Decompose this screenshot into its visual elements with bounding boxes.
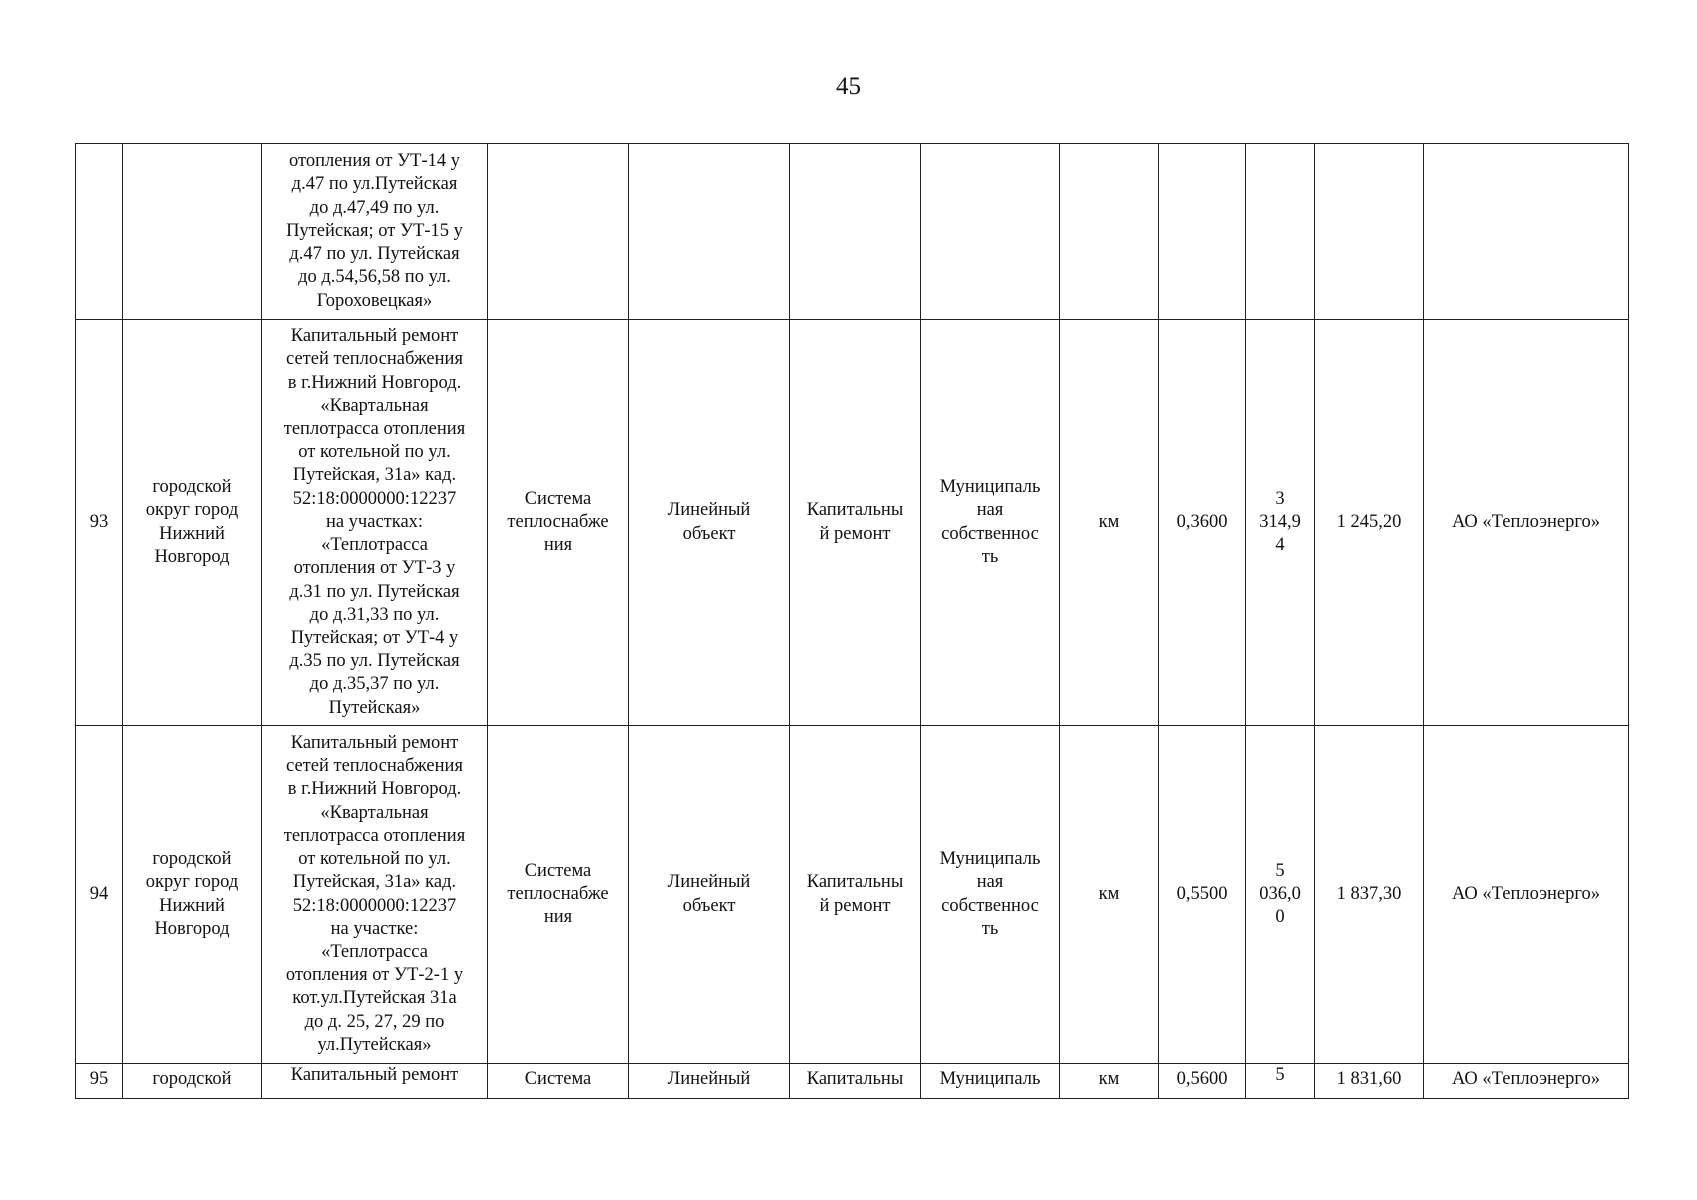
cell-line: Муниципаль <box>939 477 1041 498</box>
cell-object-type <box>629 144 790 320</box>
cell-line: ть <box>981 918 999 939</box>
cell-cost-1 <box>1246 320 1315 726</box>
cell-line: «Квартальная <box>320 802 429 823</box>
cell-text: АО «Теплоэнерго» <box>1451 511 1601 532</box>
cell-line: д.47 по ул. Путейская <box>289 244 460 265</box>
cell-cost-2 <box>1315 320 1424 726</box>
cell-line: сетей теплоснабжения <box>286 349 463 370</box>
cell-ownership <box>921 144 1060 320</box>
cell-line: 4 <box>1275 535 1285 556</box>
cell-organization <box>1424 1064 1629 1099</box>
cell-text: АО «Теплоэнерго» <box>1451 1069 1601 1089</box>
cell-line: 5 <box>1275 860 1285 881</box>
cell-line: Капитальный ремонт <box>290 733 459 754</box>
cell-object-type <box>629 1064 790 1099</box>
cell-system <box>488 320 629 726</box>
cell-line: в г.Нижний Новгород. <box>287 779 462 800</box>
cell-line: й ремонт <box>819 523 891 544</box>
cell-line: теплотрасса отопления <box>283 825 466 846</box>
cell-municipality <box>123 144 262 320</box>
cell-cost-1 <box>1246 144 1315 320</box>
cell-object-type <box>629 320 790 726</box>
cell-line: 036,0 <box>1259 883 1301 904</box>
cell-system <box>488 726 629 1064</box>
cell-line: Гороховецкая» <box>316 290 433 311</box>
cell-system <box>488 1064 629 1099</box>
cell-line: ул.Путейская» <box>317 1034 432 1055</box>
cell-line: 314,9 <box>1259 511 1301 532</box>
cell-unit <box>1060 726 1159 1064</box>
cell-line: 3 <box>1275 488 1285 509</box>
cell-line: от котельной по ул. <box>298 442 451 463</box>
cell-text: 0,5600 <box>1176 1069 1228 1089</box>
cell-line: ная <box>976 500 1004 521</box>
investment-program-table <box>75 143 1629 1099</box>
cell-unit <box>1060 144 1159 320</box>
cell-line: объект <box>682 523 736 544</box>
cell-line: объект <box>682 895 736 916</box>
cell-municipality <box>123 726 262 1064</box>
cell-text: 94 <box>89 883 109 904</box>
cell-line: Нижний <box>159 895 225 916</box>
cell-line: до д.31,33 по ул. <box>309 604 440 625</box>
cell-text: 1 831,60 <box>1336 1069 1402 1089</box>
table-row <box>76 144 1629 320</box>
cell-line: теплотрасса отопления <box>283 419 466 440</box>
cell-line: до д. 25, 27, 29 по <box>304 1011 445 1032</box>
cell-line: собственнос <box>941 895 1039 916</box>
cell-line: отопления от УТ-3 у <box>293 558 456 579</box>
cell-line: «Теплотрасса <box>321 535 428 556</box>
cell-line: Путейская; от УТ-15 у <box>286 220 463 241</box>
cell-text: 93 <box>89 511 109 532</box>
cell-ownership <box>921 320 1060 726</box>
cell-ownership <box>921 1064 1060 1099</box>
cell-line: Линейный <box>667 500 751 521</box>
cell-line: Путейская, 31а» кад. <box>292 465 457 486</box>
cell-line: Линейный <box>667 872 751 893</box>
cell-line: д.31 по ул. Путейская <box>289 581 460 602</box>
cell-length <box>1159 726 1246 1064</box>
cell-length <box>1159 320 1246 726</box>
cell-line: округ город <box>145 500 239 521</box>
cell-line: Путейская; от УТ-4 у <box>290 627 459 648</box>
cell-length <box>1159 144 1246 320</box>
cell-line: теплоснабже <box>507 883 609 904</box>
cell-line: Капитальны <box>806 1069 904 1089</box>
cell-line: «Теплотрасса <box>321 941 428 962</box>
cell-line: Система <box>524 1069 592 1089</box>
cell-organization <box>1424 726 1629 1064</box>
cell-line: ния <box>543 535 573 556</box>
cell-row-number <box>76 320 123 726</box>
cell-cost-2 <box>1315 144 1424 320</box>
cell-line: городской <box>152 477 232 498</box>
cell-line: округ город <box>145 872 239 893</box>
cell-line: Путейская, 31а» кад. <box>292 872 457 893</box>
cell-line: Путейская» <box>328 697 421 718</box>
cell-work-type <box>790 1064 921 1099</box>
cell-text: км <box>1098 1069 1120 1089</box>
cell-text: 95 <box>89 1069 109 1089</box>
cell-line: Нижний <box>159 523 225 544</box>
table-row <box>76 726 1629 1064</box>
cell-line: Капитальный ремонт <box>290 326 459 347</box>
cell-line: Система <box>524 860 592 881</box>
cell-length <box>1159 1064 1246 1099</box>
table-body <box>76 144 1629 1099</box>
cell-line: на участках: <box>325 511 424 532</box>
cell-text: 1 837,30 <box>1336 883 1402 904</box>
cell-line: отопления от УТ-14 у <box>288 151 461 172</box>
cell-project-description <box>262 1064 488 1099</box>
cell-project-description <box>262 144 488 320</box>
cell-project-description <box>262 320 488 726</box>
cell-cost-1 <box>1246 726 1315 1064</box>
cell-row-number <box>76 1064 123 1099</box>
cell-line: 52:18:0000000:12237 <box>292 895 457 916</box>
cell-line: кот.ул.Путейская 31а <box>292 988 457 1009</box>
cell-work-type <box>790 726 921 1064</box>
cell-row-number <box>76 726 123 1064</box>
cell-cost-2 <box>1315 1064 1424 1099</box>
cell-line: Муниципаль <box>939 849 1041 870</box>
cell-line: до д.54,56,58 по ул. <box>298 267 451 288</box>
cell-line: городской <box>152 1069 232 1089</box>
cell-line: от котельной по ул. <box>298 849 451 870</box>
cell-line: д.35 по ул. Путейская <box>289 651 460 672</box>
cell-line: теплоснабже <box>507 511 609 532</box>
cell-work-type <box>790 320 921 726</box>
cell-text: 0,5500 <box>1176 883 1228 904</box>
cell-ownership <box>921 726 1060 1064</box>
cell-line: й ремонт <box>819 895 891 916</box>
cell-line: до д.47,49 по ул. <box>309 197 440 218</box>
cell-project-description <box>262 726 488 1064</box>
cell-line: на участке: <box>330 918 419 939</box>
cell-unit <box>1060 320 1159 726</box>
cell-text: км <box>1098 511 1120 532</box>
cell-text: км <box>1098 883 1120 904</box>
cell-text: АО «Теплоэнерго» <box>1451 883 1601 904</box>
cell-unit <box>1060 1064 1159 1099</box>
cell-cost-1 <box>1246 1064 1315 1099</box>
cell-municipality <box>123 320 262 726</box>
cell-line: Капитальный ремонт <box>290 1065 459 1085</box>
cell-line: 52:18:0000000:12237 <box>292 488 457 509</box>
cell-line: ния <box>543 907 573 928</box>
table-row <box>76 1064 1629 1099</box>
cell-line: д.47 по ул.Путейская <box>291 174 458 195</box>
cell-system <box>488 144 629 320</box>
cell-line: 0 <box>1275 907 1285 928</box>
cell-line: ть <box>981 546 999 567</box>
cell-line: Муниципаль <box>939 1069 1041 1089</box>
cell-object-type <box>629 726 790 1064</box>
cell-row-number <box>76 144 123 320</box>
cell-line: до д.35,37 по ул. <box>309 674 440 695</box>
cell-organization <box>1424 320 1629 726</box>
cell-line: Система <box>524 488 592 509</box>
cell-text: 0,3600 <box>1176 511 1228 532</box>
cell-line: отопления от УТ-2-1 у <box>285 965 464 986</box>
table-row <box>76 320 1629 726</box>
cell-line: сетей теплоснабжения <box>286 756 463 777</box>
cell-line: Линейный <box>667 1069 751 1089</box>
cell-cost-2 <box>1315 726 1424 1064</box>
cell-line: ная <box>976 872 1004 893</box>
cell-text: 1 245,20 <box>1336 511 1402 532</box>
cell-municipality <box>123 1064 262 1099</box>
cell-line: «Квартальная <box>320 395 429 416</box>
cell-line: 5 <box>1275 1065 1285 1085</box>
cell-line: городской <box>152 849 232 870</box>
cell-organization <box>1424 144 1629 320</box>
cell-line: в г.Нижний Новгород. <box>287 372 462 393</box>
cell-line: Новгород <box>154 546 230 567</box>
cell-line: Капитальны <box>806 872 904 893</box>
cell-line: собственнос <box>941 523 1039 544</box>
page-number: 45 <box>836 73 861 100</box>
cell-line: Новгород <box>154 918 230 939</box>
cell-line: Капитальны <box>806 500 904 521</box>
cell-work-type <box>790 144 921 320</box>
